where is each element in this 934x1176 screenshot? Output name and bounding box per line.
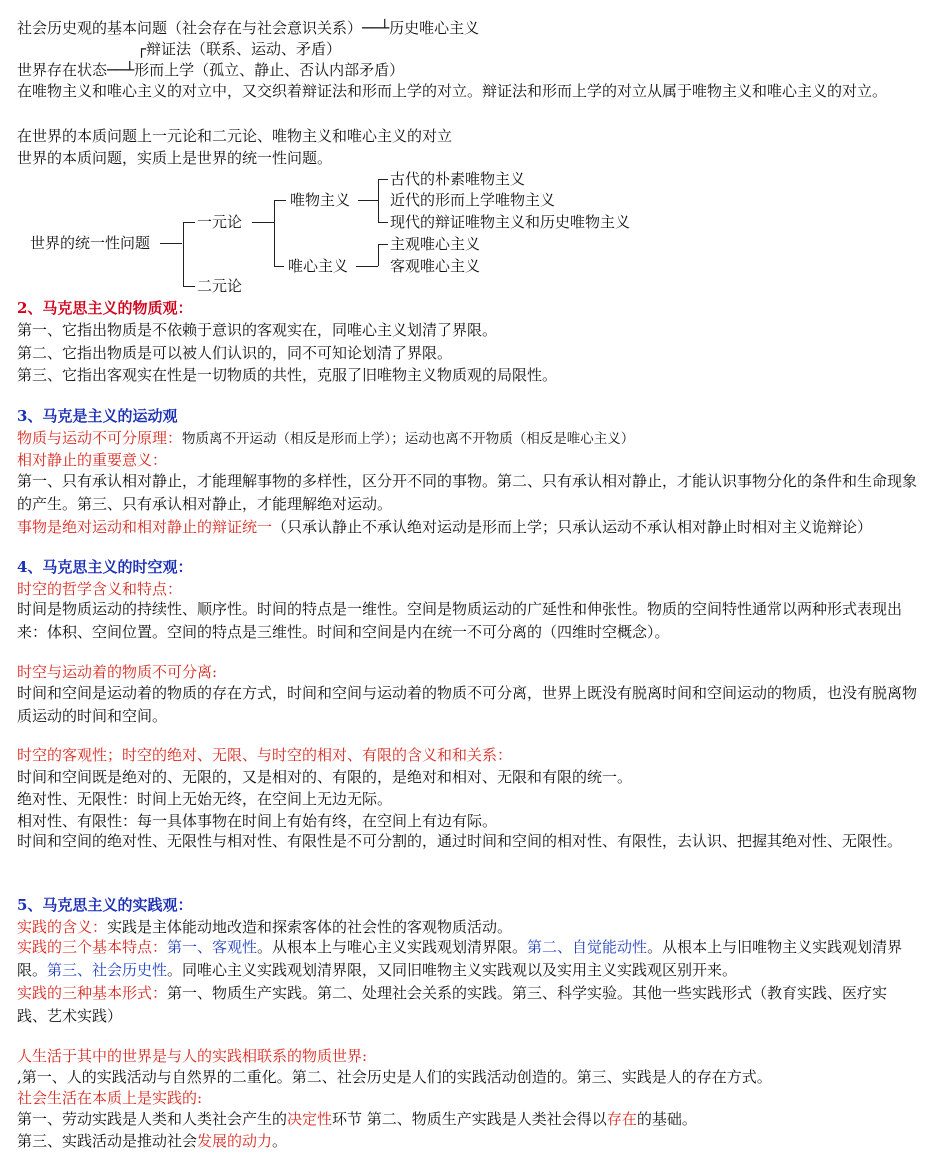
s5-feat-3-text: 。同唯心主义实践观划清界限，又同旧唯物主义实践观以及实用主义实践观区别开来。 [167, 961, 738, 979]
s4-objectivity-label: 时空的客观性；时空的绝对、无限、与时空的相对、有限的含义和和关系： [17, 746, 513, 764]
s3-unity-label: 事物是绝对运动和相对静止的辩证统一 [17, 518, 273, 536]
world-state-line: 世界存在状态──┴形而上学（孤立、静止、否认内部矛盾） [17, 61, 405, 79]
s5-essence-label: 社会生活在本质上是实践的: [17, 1089, 203, 1107]
s5-essence-p1-e: 的基础。 [636, 1110, 697, 1128]
s5-essence-p2-c: 。 [272, 1132, 288, 1150]
tree-ide-1: 主观唯心主义 [390, 235, 481, 253]
s4-inseparable-text: 时间和空间是运动着的物质的存在方式，时间和空间与运动着的物质不可分离，世界上既没有脱离时间和空间运动的物质，也没有脱离物质运动的时间和空间。 [17, 684, 918, 725]
tree-connector [183, 222, 195, 223]
s2-point-2: 第二、它指出物质是可以被人们认识的，同不可知论划清了界限。 [17, 344, 453, 362]
s4-meaning-text: 时间是物质运动的持续性、顺序性。时间的特点是一维性。空间是物质运动的广延性和伸张性。物质的空间特性通常以两种形式表现出来：体积、空间位置。空间的特点是三维性。时间和空间是内在统一不可分离的（四维时空概念）。 [17, 600, 903, 641]
s3-principle [17, 427, 634, 450]
s5-forms [17, 982, 917, 1028]
s4-objectivity-p2: 绝对性、无限性：时间上无始无终，在空间上无边无际。 [17, 790, 393, 808]
section-2-title: 2、马克思主义的物质观： [17, 299, 193, 317]
tree-connector [356, 266, 378, 267]
tree-connector [274, 266, 284, 267]
section-3-title: 3、马克是主义的运动观 [17, 407, 178, 425]
s3-principle-label: 物质与运动不可分原理： [17, 429, 183, 447]
s5-essence-p1 [17, 1108, 697, 1130]
s4-meaning-label: 时空的哲学含义和特点： [17, 580, 183, 598]
tree-connector [378, 244, 388, 245]
tree-monism: 一元论 [197, 213, 243, 231]
para-essence: 在世界的本质问题上一元论和二元论、唯物主义和唯心主义的对立 [17, 127, 453, 145]
tree-connector [378, 179, 388, 180]
s5-def-text: 实践是主体能动地改造和探索客体的社会性的客观物质活动。 [107, 918, 513, 936]
s4-objectivity-p1: 时间和空间既是绝对的、无限的，又是相对的、有限的，是绝对和相对、无限和有限的统一。 [17, 768, 633, 786]
basic-question-line [17, 17, 479, 39]
tree-connector [378, 222, 388, 223]
tree-connector [378, 179, 379, 222]
s3-principle-text: 物质离不开运动（相反是形而上学）；运动也离不开物质（相反是唯心主义） [182, 431, 635, 447]
s5-essence-p2 [17, 1130, 287, 1152]
s5-essence-driving-force: 发展的动力 [197, 1132, 273, 1150]
tree-connector [183, 222, 184, 286]
s2-point-1: 第一、它指出物质是不依赖于意识的客观实在，同唯心主义划清了界限。 [17, 321, 498, 339]
s5-feat-1-text: 。从根本上与唯心主义实践观划清界限。 [257, 938, 528, 956]
s5-features [17, 936, 917, 982]
s5-feat-1-label: 第一、客观性 [167, 938, 258, 956]
s5-definition [17, 916, 512, 938]
metaphysics: 形而上学（孤立、静止、否认内部矛盾） [134, 61, 405, 79]
s3-rest-label: 相对静止的重要意义： [17, 451, 168, 469]
tree-connector [358, 200, 378, 201]
tree-idealism: 唯心主义 [288, 257, 349, 275]
tree-mat-3: 现代的辩证唯物主义和历史唯物主义 [390, 213, 631, 231]
tree-root: 世界的统一性问题 [30, 234, 151, 252]
s3-unity [17, 516, 917, 539]
tree-dualism: 二元论 [197, 277, 243, 295]
tree-connector [274, 200, 286, 201]
s3-unity-text: （只承认静止不承认绝对运动是形而上学；只承认运动不承认相对静止时相对主义诡辩论） [272, 518, 873, 536]
s5-forms-text: 第一、物质生产实践。第二、处理社会关系的实践。第三、科学实验。其他一些实践形式（教育实践、医疗实践、艺术实践） [17, 984, 888, 1025]
branch-connector: ──┴ [362, 19, 390, 37]
para-unity: 世界的本质问题，实质上是世界的统一性问题。 [17, 149, 333, 167]
section-4-title: 4、马克思主义的时空观： [17, 558, 193, 576]
s5-essence-p1-c: 环节 第二、物质生产实践是人类社会得以 [332, 1110, 607, 1128]
s4-inseparable-label: 时空与运动着的物质不可分离: [17, 663, 218, 681]
world-state: 世界存在状态 [17, 61, 108, 79]
section-5-title: 5、马克思主义的实践观： [17, 896, 193, 914]
tree-connector [378, 244, 379, 266]
s5-essence-existence: 存在 [606, 1110, 637, 1128]
tree-mat-1: 古代的朴素唯物主义 [390, 170, 526, 188]
tree-connector [274, 200, 275, 266]
tree-connector [160, 243, 182, 244]
s5-essence-p1-a: 第一、劳动实践是人类和人类社会产生的 [17, 1110, 288, 1128]
basic-answer: 历史唯心主义 [389, 19, 480, 37]
s5-forms-label: 实践的三种基本形式： [17, 984, 168, 1002]
s4-objectivity-p4: 时间和空间的绝对性、无限性与相对性、有限性是不可分割的，通过时间和空间的相对性、有限性，去认识、把握其绝对性、无限性。 [17, 832, 903, 850]
s5-essence-p2-a: 第三、实践活动是推动社会 [17, 1132, 198, 1150]
s5-feat-2-text: 。从根本上与旧唯物主义实践观划清界限。 [17, 938, 903, 979]
s4-objectivity-p3: 相对性、有限性：每一具体事物在时间上有始有终，在空间上有边有际。 [17, 812, 498, 830]
s5-world-text: ,第一、人的实践活动与自然界的二重化。第二、社会历史是人们的实践活动创造的。第三、实践是人的存在方式。 [17, 1068, 772, 1086]
tree-mat-2: 近代的形而上学唯物主义 [390, 191, 556, 209]
s2-point-3: 第三、它指出客观实在性是一切物质的共性，克服了旧唯物主义物质观的局限性。 [17, 366, 558, 384]
basic-question: 社会历史观的基本问题（社会存在与社会意识关系） [17, 19, 363, 37]
tree-materialism: 唯物主义 [290, 191, 351, 209]
tree-connector [183, 286, 195, 287]
tree-ide-2: 客观唯心主义 [390, 257, 481, 275]
s5-feat-3-label: 第三、社会历史性 [47, 961, 168, 979]
s5-feat-label: 实践的三个基本特点： [17, 938, 168, 956]
s5-world-label: 人生活于其中的世界是与人的实践相联系的物质世界: [17, 1047, 368, 1065]
s5-def-label: 实践的含义： [17, 918, 108, 936]
s5-feat-2-label: 第二、自觉能动性 [527, 938, 648, 956]
s5-essence-decisive: 决定性 [287, 1110, 333, 1128]
s3-rest-text: 第一、只有承认相对静止，才能理解事物的多样性，区分开不同的事物。第二、只有承认相对静止，才能认识事物分化的条件和生命现象的产生。第三、只有承认相对静止，才能理解绝对运动。 [17, 472, 918, 513]
dialectics: 辩证法（联系、运动、矛盾） [146, 40, 342, 58]
dialectics-line: ┌辩证法（联系、运动、矛盾） [137, 40, 342, 58]
tree-connector [252, 222, 274, 223]
para-opposition: 在唯物主义和唯心主义的对立中，又交织着辩证法和形而上学的对立。辩证法和形而上学的对立从属于唯物主义和唯心主义的对立。 [17, 82, 888, 100]
